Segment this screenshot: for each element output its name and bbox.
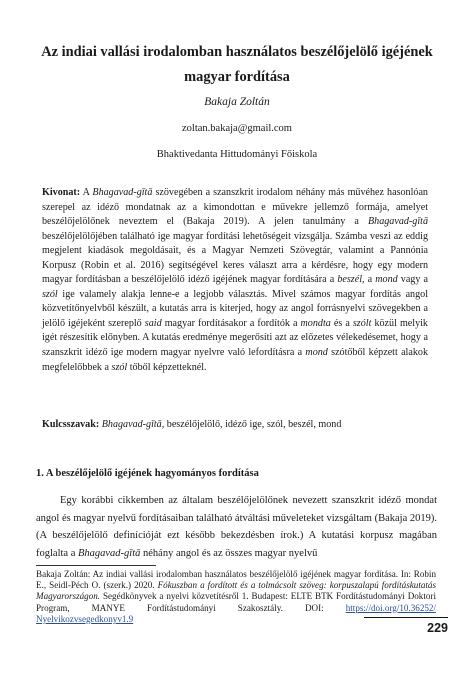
abstract-italic: szól xyxy=(111,361,128,373)
footnote-divider xyxy=(36,565,156,566)
keywords-label: Kulcsszavak: xyxy=(42,419,100,430)
footnote-text: Segédkönyvek a nyelvi közvetítésről 1. Budapest: ELTE BTK Fordítástudományi Doktori Program, MANYE Fordítástudományi Szakosztály. DOI: xyxy=(36,591,436,613)
abstract-text: magyar fordításakor a fordítók a xyxy=(161,317,301,329)
body-paragraph xyxy=(36,492,437,562)
abstract-text: tőből képzetteknél. xyxy=(127,361,207,373)
body-italic: Bhagavad-gītā xyxy=(77,547,141,559)
keywords xyxy=(42,418,428,432)
author-name: Bakaja Zoltán xyxy=(204,96,270,108)
abstract-italic: mond xyxy=(375,274,398,286)
abstract-text: A xyxy=(80,187,93,198)
abstract-text: és a xyxy=(330,317,353,329)
body-text-span: néhány angol és az összes magyar nyelvű xyxy=(140,547,318,559)
abstract-italic: said xyxy=(144,317,162,329)
footnote-text: Bakaja Zoltán: Az indiai vallási irodalomban használatos beszélőjelölő igéjének magyar fordítása. In: Robin E., Seidl-Péch O. (szerk.) 2020. xyxy=(36,569,436,591)
author-email: zoltan.bakaja@gmail.com xyxy=(182,123,292,134)
keywords-italic: Bhagavad-gītā, xyxy=(101,419,165,430)
author-affiliation: Bhaktivedanta Hittudományi Főiskola xyxy=(156,149,318,160)
page-number: 229 xyxy=(427,621,448,635)
abstract-italic: Bhagavad-gītā xyxy=(368,216,428,228)
abstract-italic: Bhagavad-gītā xyxy=(92,187,153,198)
article-title: Az indiai vallási irodalomban használatos beszélőjelölő igéjének magyar fordítása xyxy=(41,44,433,85)
abstract-paragraph xyxy=(42,186,428,375)
section-heading: 1. A beszélőjelölő igéjének hagyományos fordítása xyxy=(36,468,259,479)
abstract-text: szótőből képzett alakok megfelelőbbek a xyxy=(42,347,428,373)
abstract xyxy=(42,186,428,375)
abstract-text: szövegében a szanszkrit irodalom néhány más művéhez hasonlóan szerepel az idéző mondatnak az a kimondottan e művekre jellemző formája, amelyet beszélőjelölőnek neveztem el (Bakaja 2019). A jelen tanulmány a xyxy=(42,187,428,228)
page-number-rule xyxy=(364,617,448,618)
keywords-list: beszélőjelölő, idéző ige, szól, beszél, mond xyxy=(164,419,342,430)
abstract-italic: mondta xyxy=(300,317,331,329)
doi-link[interactable]: https://doi.org/10.36252/ Nyelvikozvsegedkonyv1.9 xyxy=(36,602,436,624)
abstract-text: vagy a xyxy=(397,274,428,286)
body-text-span: Egy korábbi cikkemben az általam beszélőjelölőnek nevezett szanszkrit idéző mondat angol és magyar nyelvű fordításaiban található átváltási műveleteket vizsgáltam (Bakaja 2019). (A beszélőjelölő definícióját ezt később bekezdésben írok.) A kutatási korpusz magában foglalta a xyxy=(36,495,437,559)
footnote-italic: Fókuszban a fordított és a tolmácsolt szöveg: korpuszalapú fordításkutatás Magyarországon. xyxy=(36,580,437,602)
abstract-text: ige valamely alakja lenne-e a legjobb választás. Mivel számos magyar fordítás angol közvetítőnyelvből készült, a kutatás arra is kiterjed, hogy az angol forrásnyelvi szövegekben a jelölő igéjeként szereplő xyxy=(42,288,428,329)
abstract-text: a xyxy=(364,274,376,286)
abstract-text: közül melyik igét részesítik előnyben. A kutatás eredménye megerősíti azt az előzetes vélekedésemet, hogy a szanszkrit idéző ige modern magyar nyelvre való lefordításra a xyxy=(42,317,428,359)
abstract-italic: mond xyxy=(305,347,328,359)
abstract-label: Kivonat: xyxy=(42,187,81,198)
abstract-italic: beszél, xyxy=(337,274,365,286)
abstract-italic: szól xyxy=(42,288,58,300)
body-text xyxy=(36,492,437,562)
abstract-text: beszélőjelölőjében található ige magyar fordítási lehetőségeit vizsgálja. Számba veszi az eddig megjelent kiadások megoldásait, és a Magyar Nemzeti Szövegtár, valamint a Pannónia Korpusz (Robin et al. 2016) segítségével keres választ arra a kérdésre, hogy egy modern magyar fordításban a beszélőjelölő idéző igéjének magyar fordítására a xyxy=(42,230,428,286)
abstract-italic: szólt xyxy=(352,317,372,329)
